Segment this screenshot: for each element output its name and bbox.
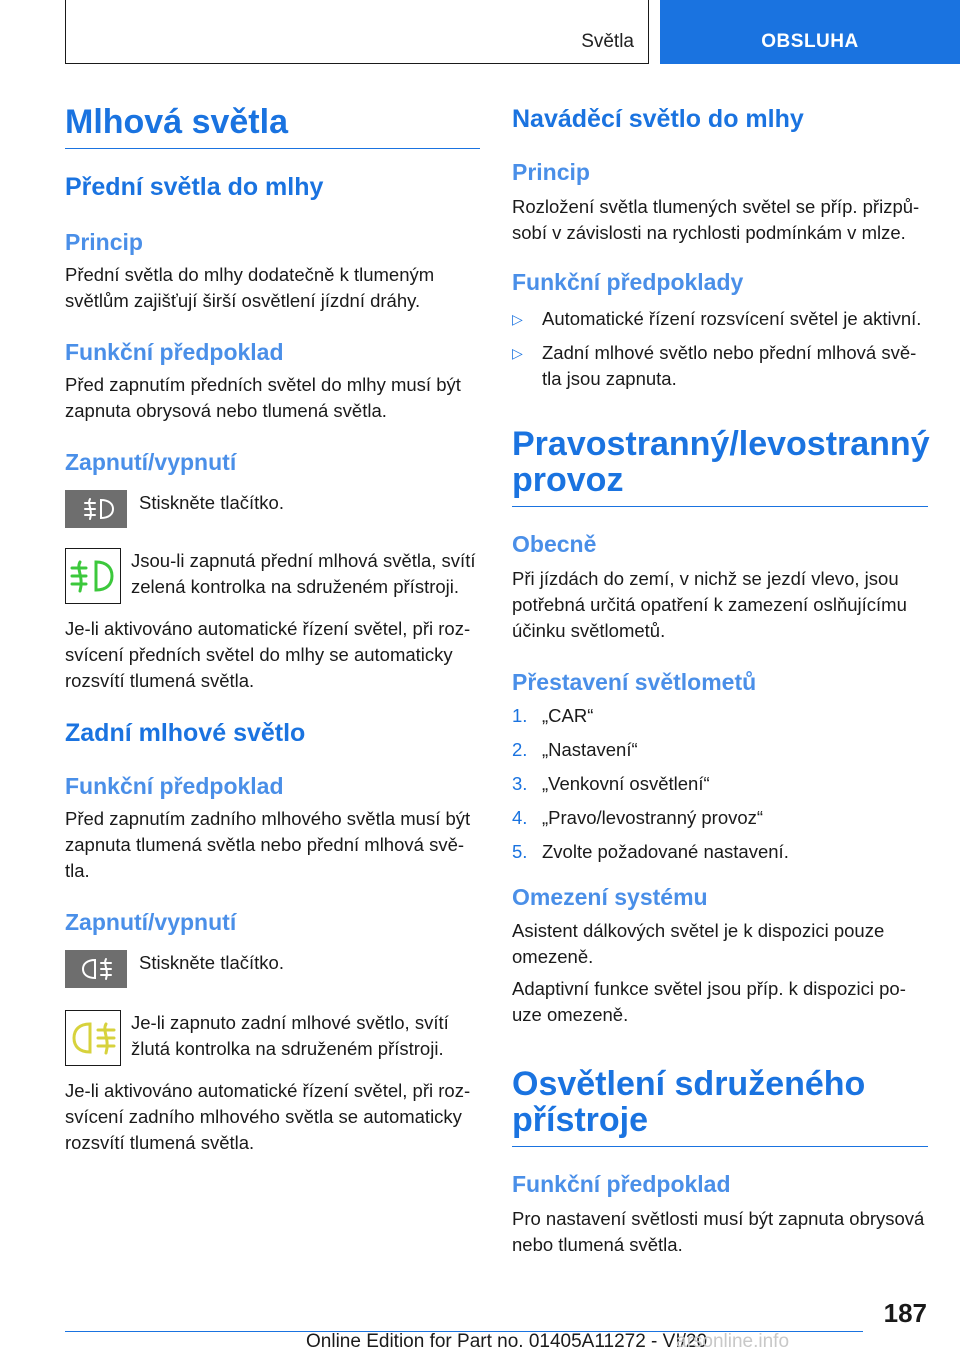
header-section-title: Světla bbox=[581, 31, 634, 52]
heading-princip-2: Princip bbox=[512, 159, 590, 185]
heading-predpoklad-2: Funkční předpoklad bbox=[65, 773, 284, 799]
heading-zapnuti-1: Zapnutí/vypnutí bbox=[65, 449, 237, 475]
header-chapter-tab bbox=[660, 0, 960, 64]
text-princip-2: Rozložení světla tlumených světel se příp. přizpůsobí v závislosti na rychlosti podmínkám v mlze. bbox=[512, 196, 920, 243]
header-section-box bbox=[65, 0, 649, 64]
front-fog-indicator-icon bbox=[65, 548, 121, 604]
text-omezeni-1: Asistent dálkových světel je k dispozici pouze omezeně. bbox=[512, 920, 885, 967]
list-item: 5. Zvolte požadované nastavení. bbox=[512, 841, 789, 862]
heading-obecne: Obecně bbox=[512, 531, 597, 557]
heading-predpoklad-3: Funkční předpoklad bbox=[512, 1171, 731, 1197]
front-fog-button-row bbox=[65, 490, 480, 530]
heading-provoz: Pravostranný/levostranný provoz bbox=[512, 426, 928, 507]
header-chapter-title: OBSLUHA bbox=[761, 31, 859, 52]
text-obecne: Při jízdách do zemí, v nichž se jezdí vlevo, jsou potřebná určitá opatření k zamezení oslňujícímu účinku světlometů. bbox=[512, 568, 907, 641]
front-fog-indicator-row bbox=[65, 548, 480, 606]
text-zap2-indicator: Je-li zapnuto zadní mlhové světlo, svítí žlutá kontrolka na sdruženém přístroji. bbox=[131, 1012, 449, 1059]
heading-mlhova-svetla: Mlhová světla bbox=[65, 104, 480, 149]
list-item: 2. „Nastavení“ bbox=[512, 739, 638, 760]
text-zap1-auto: Je-li aktivováno automatické řízení světel, při rozsvícení předních světel do mlhy se automaticky rozsvítí tlumená světla. bbox=[65, 618, 471, 691]
list-item: ▷ Zadní mlhové světlo nebo přední mlhová světla jsou zapnuta. bbox=[512, 342, 917, 389]
footer-watermark: arsonline.info bbox=[676, 1331, 790, 1352]
list-item: 3. „Venkovní osvětlení“ bbox=[512, 773, 710, 794]
text-omezeni-2: Adaptivní funkce světel jsou příp. k dispozici pouze omezeně. bbox=[512, 978, 906, 1025]
rear-fog-indicator-icon bbox=[65, 1010, 121, 1066]
front-fog-light-icon bbox=[65, 490, 127, 528]
page-number: 187 bbox=[883, 1298, 927, 1328]
rear-fog-button-row bbox=[65, 950, 480, 990]
rear-fog-indicator-row bbox=[65, 1010, 480, 1068]
heading-osvetleni: Osvětlení sdruženého přístroje bbox=[512, 1066, 928, 1147]
triangle-bullet-icon: ▷ bbox=[512, 345, 523, 361]
triangle-bullet-icon: ▷ bbox=[512, 311, 523, 327]
rear-fog-light-icon bbox=[65, 950, 127, 988]
heading-navadeci-svetlo: Naváděcí světlo do mlhy bbox=[512, 105, 804, 133]
heading-prestaveni: Přestavení světlometů bbox=[512, 669, 757, 695]
text-zap1-indicator: Jsou-li zapnutá přední mlhová světla, svítí zelená kontrolka na sdruženém přístroji. bbox=[131, 550, 476, 597]
text-predpoklad: Před zapnutím předních světel do mlhy musí být zapnuta obrysová nebo tlumená světla. bbox=[65, 374, 461, 421]
steps-list bbox=[512, 703, 928, 865]
text-princip: Přední světla do mlhy dodatečně k tlumeným světlům zajišťují širší osvětlení jízdní dráhy. bbox=[65, 264, 435, 311]
text-zap2-button: Stiskněte tlačítko. bbox=[139, 952, 284, 973]
list-item: ▷ Automatické řízení rozsvícení světel je aktivní. bbox=[512, 306, 928, 332]
list-item: 4. „Pravo/levostranný provoz“ bbox=[512, 807, 764, 828]
text-zap2-auto: Je-li aktivováno automatické řízení světel, při rozsvícení zadního mlhového světla se automaticky rozsvítí tlumená světla. bbox=[65, 1080, 471, 1153]
heading-zadni-svetlo: Zadní mlhové světlo bbox=[65, 719, 306, 747]
text-predpoklad-3: Pro nastavení světlosti musí být zapnuta obrysová nebo tlumená světla. bbox=[512, 1208, 925, 1255]
footer-edition: Online Edition for Part no. 01405A11272 - VI/20 bbox=[306, 1331, 708, 1352]
heading-princip: Princip bbox=[65, 229, 143, 255]
heading-zapnuti-2: Zapnutí/vypnutí bbox=[65, 909, 237, 935]
heading-predpoklad: Funkční předpoklad bbox=[65, 339, 284, 365]
predpoklady-list bbox=[512, 306, 928, 392]
text-zap1-button: Stiskněte tlačítko. bbox=[139, 492, 284, 513]
list-item: 1. „CAR“ bbox=[512, 705, 594, 726]
heading-predni-svetla: Přední světla do mlhy bbox=[65, 173, 324, 201]
heading-predpoklady: Funkční předpoklady bbox=[512, 269, 744, 295]
heading-omezeni: Omezení systému bbox=[512, 884, 708, 910]
text-predpoklad-2: Před zapnutím zadního mlhového světla musí být zapnuta tlumená světla nebo přední mlhová světla. bbox=[65, 808, 471, 881]
